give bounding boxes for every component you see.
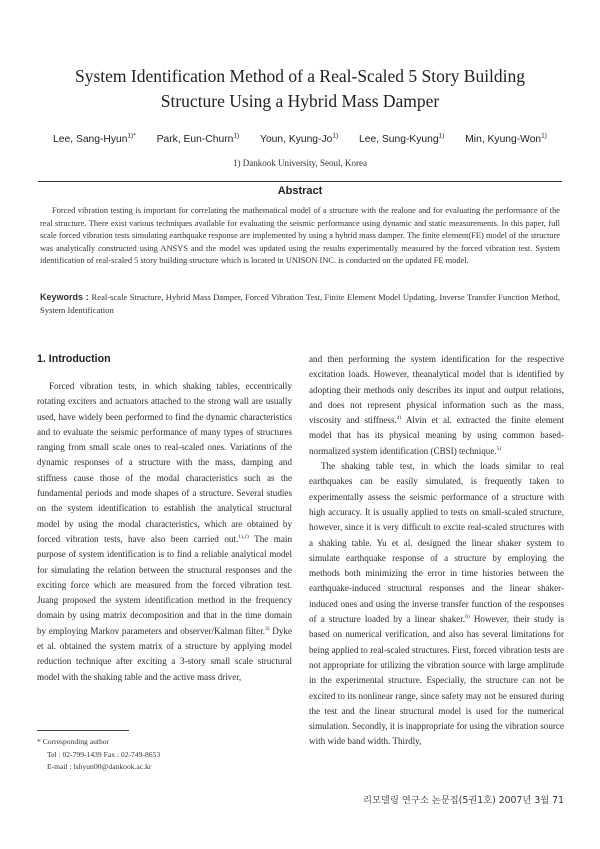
right-column — [309, 352, 564, 750]
author — [359, 134, 444, 145]
keywords: Keywords : Real-scale Structure, Hybrid Mass Damper, Forced Vibration Test, Finite Element Model Updating, Inverse Transfer Function Method, System Identification — [40, 292, 560, 315]
para-text: Alvin et al. extracted the finite element model that has its physical meaning by using common based-normalized system identification (CBSI) technique. — [309, 415, 564, 456]
page-footer: 리모델링 연구소 논문집(5권1호) 2007년 3월 71 — [363, 795, 564, 806]
author — [260, 134, 338, 145]
abstract-text: Forced vibration testing is important for correlating the mathematical model of a structure with the realone and for evaluating the performance of the real structure. There exist various techniques available for evaluating the seismic performance using dynamic and static measurements. In this paper, full scale forced vibration tests simulating earthquake response are implemented by using a hybrid mass damper. The finite element(FE) model of the structure was analytically constructed using ANSYS and the model was updated using the results experimentally measured by the forced vibration test. System identification of real-scaled 5 story building structure which is located in UNISON INC. is conducted on the updated FE model. — [40, 206, 560, 266]
para-text: and then performing the system identification for the respective excitation loads. However, theanalytical model that is identified by adopting their methods only describes its input and output relations, and does not represent physical information such as the mass, viscosity and stiffness. — [309, 354, 564, 426]
left-column — [37, 352, 292, 685]
para-text: Forced vibration tests, in which shaking tables, eccentrically rotating exciters and actuators attached to the strong wall are usually used, have widely been performed to find the dynamic characteristics and to evaluate the seismic performance of many types of structures ranging from small scale ones to real-scaled ones. Variations of the dynamic responses of a structure with the mass, damping and stiffness cause those of the modal characteristics such as the fundamental periods and mode shapes of a structure. Several studies on the system identification to establish the analytical structural model by using the modal characteristics, which are obtained by forced vibration tests, have also been carried out. — [37, 381, 292, 544]
footnote — [37, 736, 160, 774]
keywords-label: Keywords — [40, 292, 84, 302]
citation: 6) — [465, 614, 470, 621]
abstract-rule — [38, 181, 562, 182]
author-mark: 1) — [438, 133, 445, 140]
footnote-phone: Tel : 02-799-1439 Fax : 02-749-8653 — [47, 749, 161, 759]
intro-paragraph-1 — [37, 379, 292, 685]
footnote-rule — [37, 730, 129, 731]
footnote-corresponding: * Corresponding author — [37, 737, 110, 746]
author-mark: 1)* — [127, 133, 136, 140]
intro-paragraph-2 — [309, 459, 564, 750]
section-heading: 1. Introduction — [37, 353, 111, 365]
para-text: The shaking table test, in which the loads similar to real earthquakes can be easily simulated, is frequently taken to experimentally assess the seismic performance of a structure with high accuracy. It is usually applied to tests on small-scaled structure, however, since it is very difficult to excite real-scaled structures with a shaking table. Yu et al. designed the linear shaker system to simulate earthquake response of a structure by employing the methods both minimizing the error in time histories between the earthquake-induced structural responses and the linear shaker-induced ones and using the inverse transfer function of the responses of a structure loaded by a linear shaker. — [309, 461, 564, 625]
keywords-text: Real-scale Structure, Hybrid Mass Damper, Forced Vibration Test, Finite Element Model Updating, Inverse Transfer Function Method, System Identification — [40, 292, 560, 315]
para-text: The main purpose of system identification is to find a reliable analytical model for simulating the relation between the structural responses and the exciting force which are measured from the forced vibration test. Juang proposed the system identification method in the frequency domain by using matrix decomposition and that in the time domain by employing Markov parameters and observer/Kalman filter. — [37, 533, 292, 636]
author — [53, 134, 136, 145]
author-name: Youn, Kyung-Jo — [260, 134, 333, 146]
author — [157, 134, 239, 145]
citation: 5) — [496, 445, 502, 452]
author-mark: 1) — [233, 133, 240, 140]
citation: 3) — [265, 625, 270, 632]
author-list — [30, 133, 570, 145]
author-mark: 1) — [332, 133, 339, 140]
paper-title — [30, 64, 570, 114]
author-name: Min, Kyung-Won — [465, 134, 542, 146]
author-mark: 1) — [541, 133, 547, 140]
abstract-heading: Abstract — [277, 185, 323, 197]
footnote-email: E-mail : lshyun00@dankook.ac.kr — [47, 762, 152, 771]
para-text: However, their study is based on numerical verification, and also has several limitations for being applied to real-scaled structures. First, forced vibration tests are not appropriate for utilizing the vibration source with large amplitude in the experimental structure. Especially, the structure can not be excited to its nonlinear range, since safety may not be ensured during the test and the linear structural model is used for the numerical simulation. Secondly, it is inappropriate for using the vibration source with wide band width. Thirdly, — [309, 614, 564, 747]
author-name: Lee, Sang-Hyun — [53, 134, 128, 146]
intro-paragraph-1-continued — [309, 352, 564, 459]
title-line-2: Structure Using a Hybrid Mass Damper — [160, 91, 440, 111]
para-text: Dyke et al. obtained the system matrix of a structure by applying model reduction technique after exciting a 3-story small scale structural model with the shaking table and the active mass driver, — [37, 625, 292, 682]
author-name: Park, Eun-Churn — [156, 134, 234, 146]
citation: 4) — [396, 415, 402, 422]
affiliation: 1) Dankook University, Seoul, Korea — [233, 158, 367, 168]
title-line-1: System Identification Method of a Real-Scaled 5 Story Building — [74, 66, 526, 86]
author-name: Lee, Sung-Kyung — [359, 134, 439, 146]
author — [465, 134, 547, 145]
citation: 1),2) — [238, 533, 249, 540]
